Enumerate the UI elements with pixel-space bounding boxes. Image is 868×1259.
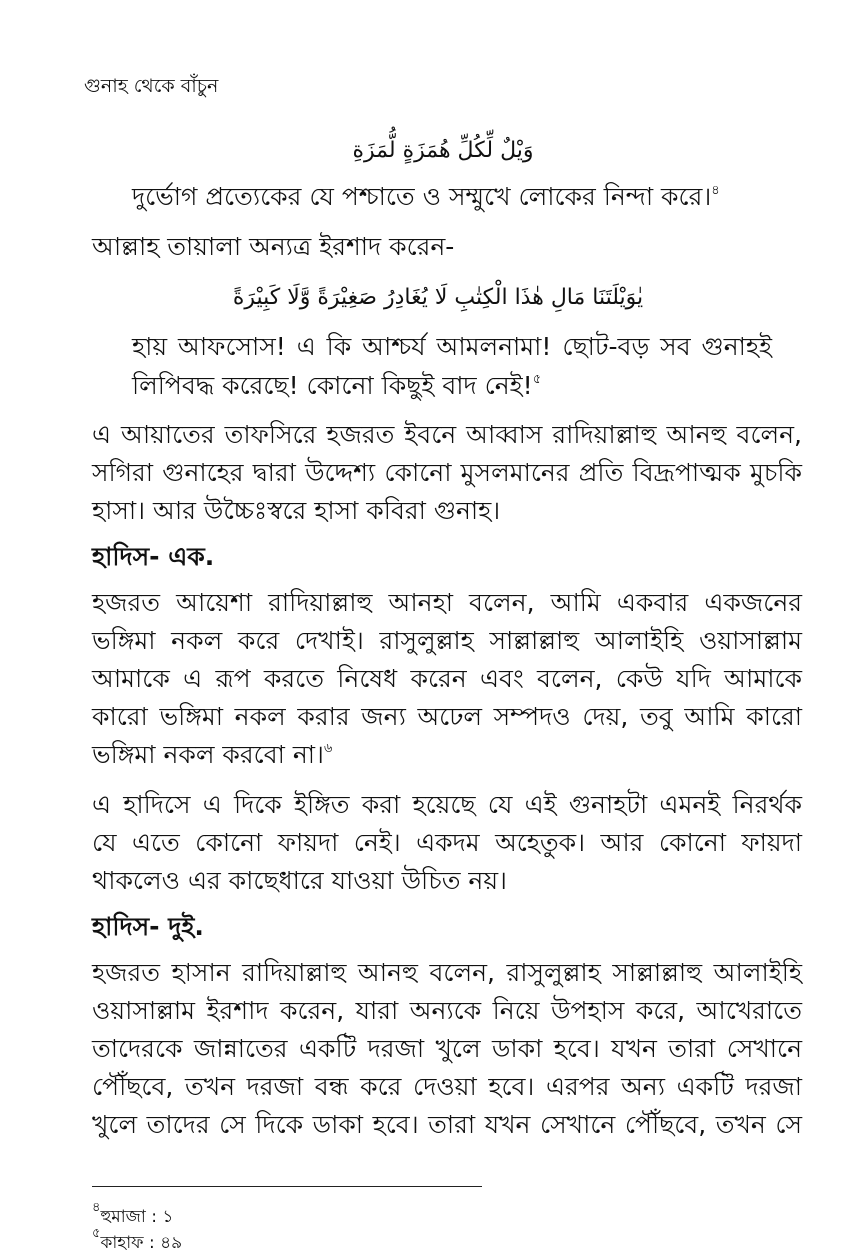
footnote-1 (92, 1200, 174, 1232)
commentary-line: যে এতে কোনো ফায়দা নেই। একদম অহেতুক। আর কোনো ফায়দা (92, 828, 802, 857)
verse-2-text: লিপিবদ্ধ করেছে! কোনো কিছুই বাদ নেই! (132, 371, 533, 400)
hadith-2-line: হজরত হাসান রাদিয়াল্লাহু আনহু বলেন, রাসুলুল্লাহ সাল্লাল্লাহু আলাইহি (92, 958, 802, 987)
running-head: গুনাহ থেকে বাঁচুন (84, 75, 219, 97)
footnote-mark-5: ৫ (532, 372, 542, 387)
verse-2-line: হায় আফসোস! এ কি আশ্চর্য আমলনামা! ছোট-বড় সব গুনাহই (132, 332, 772, 361)
arabic-verse-2: يٰوَيْلَتَنَا مَالِ هٰذَا الْكِتٰبِ لَا يُغَادِرُ صَغِيْرَةً وَّلَا كَبِيْرَةً (232, 285, 644, 310)
footnote-mark-6: ৬ (323, 741, 333, 756)
hadith-1-text: ভঙ্গিমা নকল করবো না। (92, 740, 324, 769)
tafsir-line: সগিরা গুনাহের দ্বারা উদ্দেশ্য কোনো মুসলমানের প্রতি বিদ্রূপাত্মক মুচকি (92, 458, 802, 487)
hadith-2-line: খুলে তাদের সে দিকে ডাকা হবে। তারা যখন সেখানে পৌঁছবে, তখন সে (92, 1110, 802, 1139)
hadith-1-line: ভঙ্গিমা নকল করে দেখাই। রাসুলুল্লাহ সাল্লাল্লাহু আলাইহি ওয়াসাল্লাম (92, 626, 802, 655)
hadith-2-line: তাদেরকে জান্নাতের একটি দরজা খুলে ডাকা হবে। যখন তারা সেখানে (92, 1034, 802, 1063)
hadith-2-line: পৌঁছবে, তখন দরজা বন্ধ করে দেওয়া হবে। এরপর অন্য একটি দরজা (92, 1072, 802, 1101)
tafsir-line: হাসা। আর উচ্চৈঃস্বরে হাসা কবিরা গুনাহ। (92, 496, 501, 525)
hadith-2-heading: হাদিস- দুই. (92, 912, 204, 941)
footnote-2 (92, 1226, 183, 1258)
footnote-1-text: হুমাজা : ১ (100, 1207, 174, 1227)
arabic-verse-1: وَيْلٌ لِّكُلِّ هُمَزَةٍ لُّمَزَةِ (352, 138, 534, 163)
hadith-1-line: কারো ভঙ্গিমা নকল করার জন্য অঢেল সম্পদও দেয়, তবু আমি কারো (92, 702, 802, 731)
footnote-2-mark: ৫ (92, 1226, 101, 1241)
verse-2-line-last (132, 369, 541, 403)
intro-line: আল্লাহ তায়ালা অন্যত্র ইরশাদ করেন- (92, 232, 455, 261)
tafsir-line: এ আয়াতের তাফসিরে হজরত ইবনে আব্বাস রাদিয়াল্লাহু আনহু বলেন, (92, 420, 802, 449)
hadith-1-line: হজরত আয়েশা রাদিয়াল্লাহু আনহা বলেন, আমি একবার একজনের (92, 588, 802, 617)
hadith-2-line: ওয়াসাল্লাম ইরশাদ করেন, যারা অন্যকে নিয়ে উপহাস করে, আখেরাতে (92, 996, 802, 1025)
footnote-2-text: কাহাফ : ৪৯ (100, 1233, 183, 1253)
footnote-divider (92, 1186, 482, 1187)
footnote-1-mark: ৪ (92, 1200, 101, 1215)
commentary-line: এ হাদিসে এ দিকে ইঙ্গিত করা হয়েছে যে এই গুনাহটা এমনই নিরর্থক (92, 790, 802, 819)
hadith-1-line: আমাকে এ রূপ করতে নিষেধ করেন এবং বলেন, কেউ যদি আমাকে (92, 664, 802, 693)
commentary-line: থাকলেও এর কাছেধারে যাওয়া উচিত নয়। (92, 866, 507, 895)
verse-1-text: দুর্ভোগ প্রত্যেকের যে পশ্চাতে ও সম্মুখে লোকের নিন্দা করে। (132, 182, 712, 211)
hadith-1-heading: হাদিস- এক. (92, 542, 215, 571)
hadith-1-line-last (92, 738, 332, 772)
footnote-mark-4: ৪ (711, 183, 720, 198)
verse-1-translation (132, 180, 720, 214)
